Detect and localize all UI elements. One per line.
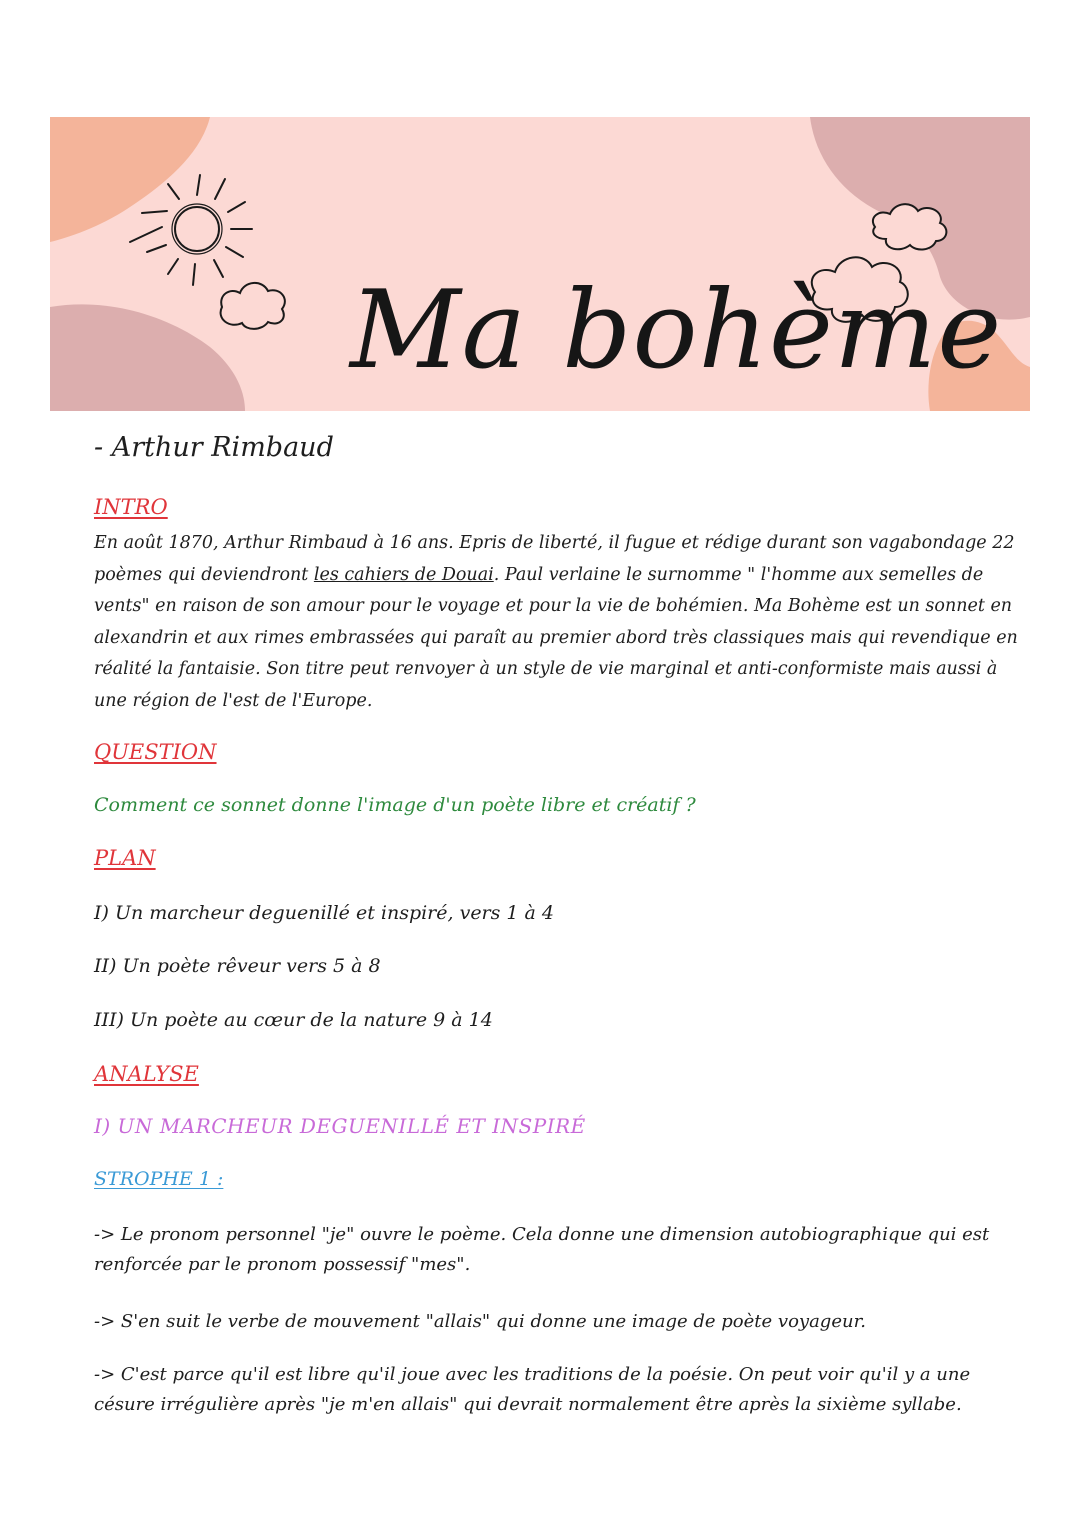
plan-heading: PLAN	[94, 846, 156, 870]
question-heading: QUESTION	[94, 740, 217, 764]
plan-item-2: II) Un poète rêveur vers 5 à 8	[94, 955, 381, 977]
banner-title: Ma bohème	[350, 268, 1003, 393]
intro-text-before: En août 1870, Arthur Rimbaud à 16 ans. Epris de liberté, il fugue et rédige durant son vagabondage 22 poèmes qui deviendront	[94, 533, 1015, 585]
mauve-blob-bottom-left	[50, 304, 245, 411]
analysis-bullet-2: -> S'en suit le verbe de mouvement "allais" qui donne une image de poète voyageur.	[94, 1311, 866, 1332]
question-text: Comment ce sonnet donne l'image d'un poète libre et créatif ?	[94, 794, 696, 816]
author-line: - Arthur Rimbaud	[94, 432, 334, 463]
peach-blob-top-left	[50, 117, 210, 242]
analysis-bullet-3: -> C'est parce qu'il est libre qu'il joue avec les traditions de la poésie. On peut voir qu'il y a une césure irrégulière après "je m'en allais" qui devrait normalement être après la sixième syllabe.	[94, 1364, 971, 1415]
plan-item-1: I) Un marcheur deguenillé et inspiré, vers 1 à 4	[94, 902, 555, 924]
title-banner	[50, 117, 1030, 411]
analyse-section-title: I) UN MARCHEUR DEGUENILLÉ ET INSPIRÉ	[94, 1114, 586, 1138]
intro-heading: INTRO	[94, 495, 168, 519]
intro-paragraph	[94, 528, 1029, 717]
strophe-heading: STROPHE 1 :	[94, 1168, 224, 1190]
plan-item-3: III) Un poète au cœur de la nature 9 à 14	[94, 1009, 493, 1031]
cloud-icon	[221, 283, 285, 329]
analysis-bullet-1: -> Le pronom personnel "je" ouvre le poème. Cela donne une dimension autobiographique qui est renforcée par le pronom possessif "mes".	[94, 1224, 990, 1275]
intro-text-underlined: les cahiers de Douai	[313, 564, 494, 585]
intro-text-after: . Paul verlaine le surnomme " l'homme aux semelles de vents" en raison de son amour pour le voyage et pour la vie de bohémien. Ma Bohème est un sonnet en alexandrin et aux rimes embrassées qui paraît au premier abord très classiques mais qui revendique en réalité la fantaisie. Son titre peut renvoyer à un style de vie marginal et anti-conformiste mais aussi à une région de l'est de l'Europe.	[94, 564, 1018, 711]
analyse-heading: ANALYSE	[94, 1062, 199, 1086]
